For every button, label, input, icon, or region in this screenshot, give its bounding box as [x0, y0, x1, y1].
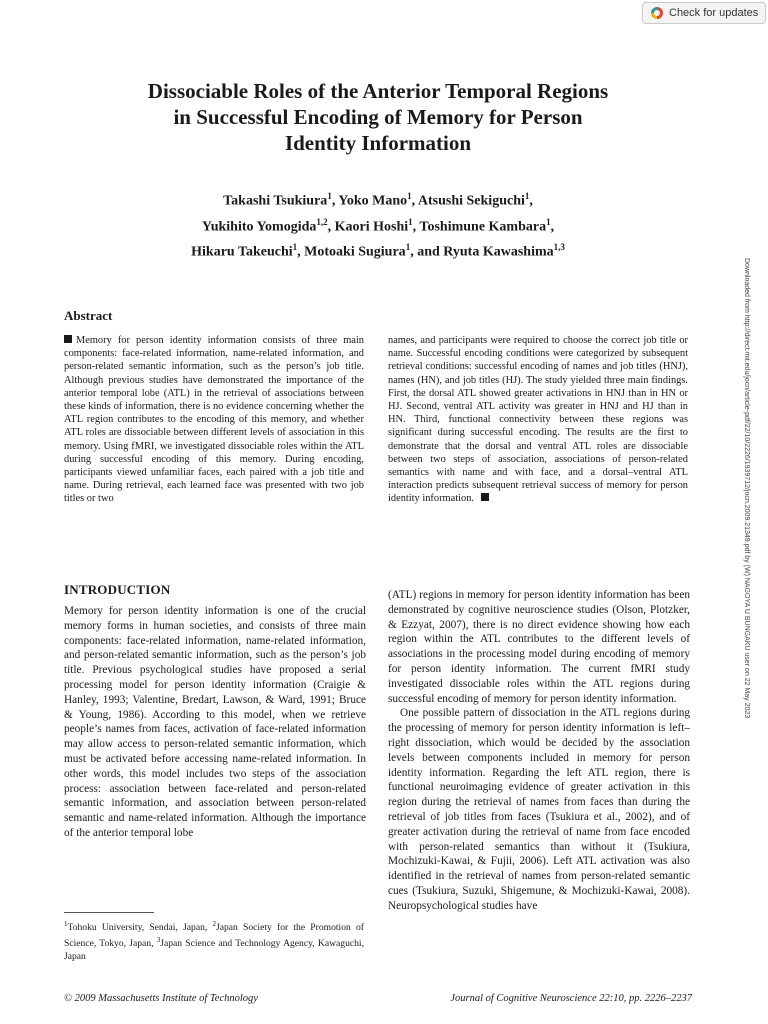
title-line: in Successful Encoding of Memory for Person: [173, 105, 583, 129]
author-separator: ,: [550, 219, 555, 235]
author-name: Motoaki Sugiura: [304, 244, 406, 260]
author-name: Kaori Hoshi: [334, 219, 409, 235]
title-line: Dissociable Roles of the Anterior Temporal Regions: [147, 79, 609, 103]
check-for-updates-button[interactable]: [642, 2, 766, 24]
author-line: [60, 212, 696, 238]
body-paragraph: (ATL) regions in memory for person identity information has been demonstrated by cognitive neuroscience studies (Olson, Plotzker, & Ezzyat, 2007), there is no direct evidence showing how each region within the ATL contributes to the different levels of associations in the processing model during encoding of memory for person identity information. The current fMRI study investigated dissociable roles within the ATL regions during successful encoding of memory for person identity information.: [388, 589, 690, 705]
author-separator: ,: [529, 193, 533, 209]
affiliation-marker: 1: [408, 216, 413, 227]
crossmark-icon: [651, 7, 663, 19]
section-end-square-icon: [481, 493, 489, 501]
abstract-text-left: Memory for person identity information consists of three main components: face-related information, name-related information, and person-related semantic information, such as the person’s job title. Although previous studies have demonstrated the importance of the anterior temporal lobe (ATL) in the retrieval of associations between these kinds of information, there is no evidence concerning whether the ATL region contributes to the encoding of this memory, and whether ATL roles are dissociable between different levels of association in this memory. Using fMRI, we investigated dissociable roles within the ATL during successful encoding of this memory. During encoding, participants viewed unfamiliar faces, each paired with a job title and name. During retrieval, each learned face was presented with two job titles or two: [64, 335, 364, 505]
abstract-text-right: names, and participants were required to choose the correct job title or name. Successful encoding conditions were categorized by subsequent retrieval conditions: successful encoding of names and job titles (HNJ), names (HN), and job titles (HJ). The study yielded three main findings. First, the dorsal ATL showed greater activations in HNJ than in HN or HJ. Second, ventral ATL activity was greater in HNJ and HJ than in HN. Third, functional connectivity between these regions was significant during successful encoding. The results are the first to demonstrate that the dorsal and ventral ATL roles are dissociable between two steps of association, associations of person-related semantics with name and with face, and a dorsal–ventral ATL interaction predicts subsequent retrieval success of memory for person identity information.: [388, 335, 688, 505]
download-watermark: Downloaded from http://direct.mit.edu/jocn/article-pdf/22/10/2226/1939712/jocn.2009.21349.pdf by (W) NAGOYA U BUNGAKU user on 22 May 2023: [743, 258, 750, 719]
author-separator: ,: [411, 193, 418, 209]
abstract-column-right: [388, 334, 688, 506]
journal-citation-footer: Journal of Cognitive Neuroscience 22:10, pp. 2226–2237: [450, 993, 692, 1004]
affiliation-marker: 1: [64, 920, 68, 928]
affiliation-marker: 1: [405, 242, 411, 253]
affiliation-marker: 2: [212, 920, 216, 928]
copyright-footer: © 2009 Massachusetts Institute of Technology: [64, 993, 258, 1004]
affiliation-marker: 1: [407, 191, 412, 201]
body-paragraph: One possible pattern of dissociation in the ATL regions during the processing of memory for person identity information is left–right dissociation, which would be decided by the association levels between components included in memory for person identity information. Regarding the left ATL region, there is functional neuroimaging evidence of greater activation in this region during the retrieval of names from faces than during the retrieval of job titles from faces (Tsukiura et al., 2002), and of greater activation during the retrieval of name from face encoded with person-related semantics than without it (Tsukiura, Mochizuki-Kawai, & Fujii, 2006). Left ATL activation was also identified in the retrieval of names from person-related semantic cues (Tsukiura, Suzuki, Shigemune, & Mochizuki-Kawai, 2008). Neuropsychological studies have: [388, 707, 690, 912]
affiliation-marker: 3: [156, 936, 161, 945]
check-for-updates-label: Check for updates: [669, 7, 759, 19]
affiliation-text: Japan Society for the Promotion of Science, Tokyo, Japan,: [64, 922, 364, 950]
author-name: Atsushi Sekiguchi: [417, 193, 525, 209]
body-column-left: [64, 604, 366, 841]
affiliations-footnote: [64, 918, 364, 963]
author-separator: ,: [412, 219, 420, 235]
affiliation-marker: 1,3: [553, 242, 565, 253]
affiliation-marker: 1: [524, 191, 530, 201]
author-name: Ryuta Kawashima: [443, 244, 554, 260]
abstract-heading: Abstract: [64, 308, 113, 323]
author-name: Hikaru Takeuchi: [191, 244, 293, 260]
affiliation-text: Tohoku University, Sendai, Japan,: [67, 922, 213, 934]
body-column-right: [388, 588, 690, 914]
affiliation-text: Japan Science and Technology Agency, Kawaguchi, Japan: [64, 938, 364, 963]
section-start-square-icon: [64, 335, 72, 343]
author-separator: ,: [297, 244, 305, 260]
affiliation-marker: 1,2: [316, 216, 328, 227]
affiliation-marker: 1: [546, 216, 551, 227]
author-name: Toshimune Kambara: [419, 219, 547, 235]
author-list: [60, 186, 696, 263]
author-name: Takashi Tsukiura: [223, 193, 328, 209]
author-separator: ,: [331, 193, 339, 209]
footnote-divider: [64, 912, 154, 913]
abstract-column-left: [64, 334, 364, 506]
introduction-heading: INTRODUCTION: [64, 582, 171, 597]
affiliation-marker: 1: [327, 191, 332, 201]
title-line: Identity Information: [284, 131, 472, 155]
author-separator: , and: [410, 244, 444, 260]
author-line: [60, 237, 696, 263]
author-line: [60, 186, 696, 212]
author-name: Yoko Mano: [338, 193, 408, 209]
author-name: Yukihito Yomogida: [201, 219, 317, 235]
author-separator: ,: [327, 219, 335, 235]
affiliation-marker: 1: [292, 242, 298, 253]
paper-title: [60, 78, 696, 156]
body-paragraph: Memory for person identity information is one of the crucial memory forms in human societies, and consists of three main components: face-related information, name-related information, and person-related semantic information, such as the person’s job title. Previous psychological studies have proposed a serial processing model for person identity information (Craigie & Hanley, 1993; Valentine, Bredart, Lawson, & Ward, 1991; Bruce & Young, 1986). According to this model, when we retrieve people’s names from faces, activation of face-related information may allow access to person-related semantic information, which must be activated before accessing name-related information. In other words, this model includes two steps of the association process: association between face-related and person-related semantic information, and association between person-related semantic and name-related information. Although the importance of the anterior temporal lobe: [64, 605, 366, 839]
